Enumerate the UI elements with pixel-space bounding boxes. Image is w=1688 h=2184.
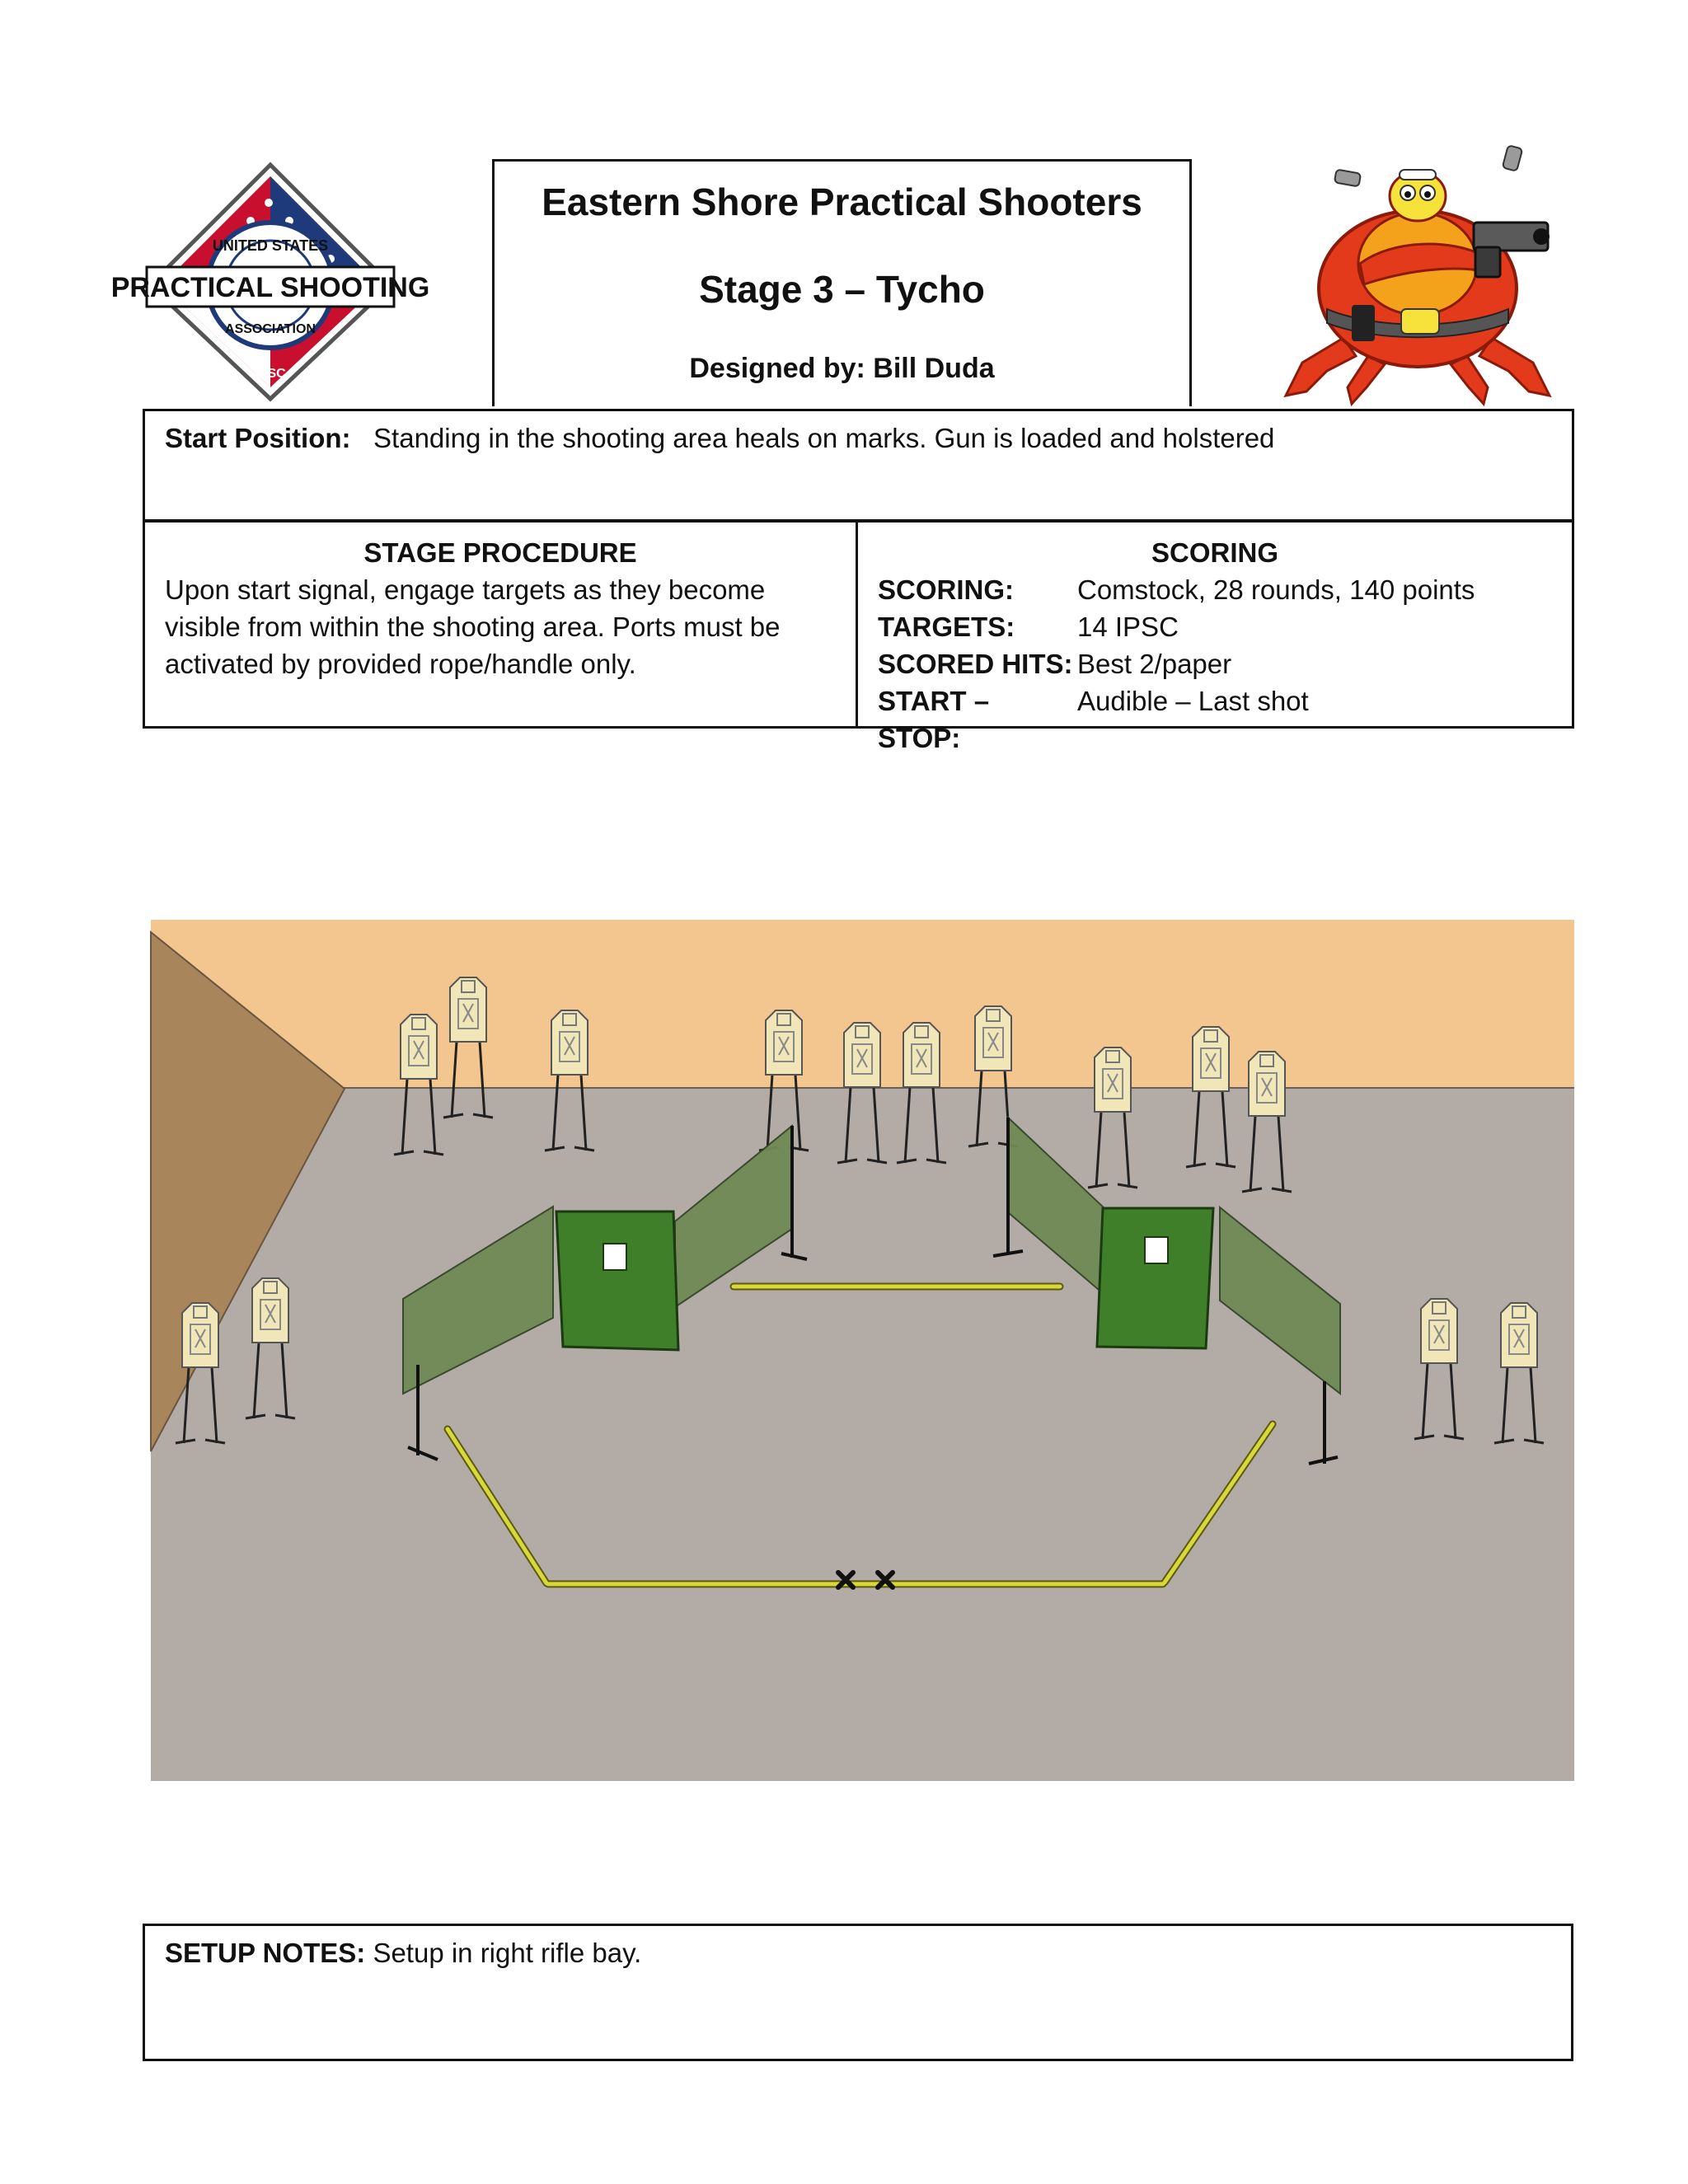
scoring-value: Best 2/paper <box>1077 649 1232 679</box>
stage-header <box>492 159 1192 406</box>
logo-text-middle: PRACTICAL SHOOTING <box>110 272 430 303</box>
scoring-key: SCORING: <box>878 574 1014 605</box>
port-panel <box>556 1212 678 1350</box>
club-name: Eastern Shore Practical Shooters <box>542 180 1142 223</box>
setup-notes-label: SETUP NOTES: <box>165 1938 366 1968</box>
scoring-value: Audible – Last shot <box>1077 686 1309 716</box>
logo-text-bottom: ASSOCIATION <box>225 322 316 336</box>
setup-notes-text: Setup in right rifle bay. <box>373 1938 642 1968</box>
uspsa-logo <box>110 162 430 402</box>
start-position-label: Start Position: <box>165 423 351 453</box>
scoring-row <box>878 608 1552 645</box>
setup-notes-section <box>143 1924 1573 2061</box>
stage-title: Stage 3 – Tycho <box>699 268 985 311</box>
scoring-value: Comstock, 28 rounds, 140 points <box>1077 574 1475 605</box>
stage-procedure-section <box>143 520 858 729</box>
port-window <box>603 1244 626 1270</box>
designer: Designed by: Bill Duda <box>689 353 995 384</box>
scoring-row <box>878 682 1552 757</box>
scoring-key: SCORED HITS: <box>878 649 1073 679</box>
stage-procedure-text: Upon start signal, engage targets as they become visible from within the shooting area. Ports must be activated by provided rope/handle only. <box>165 574 781 679</box>
stage-diagram <box>151 920 1574 1781</box>
scoring-key: TARGETS: <box>878 612 1015 642</box>
start-position-text: Standing in the shooting area heals on marks. Gun is loaded and holstered <box>373 423 1275 453</box>
logo-text-top: UNITED STATES <box>212 237 329 254</box>
scoring-value: 14 IPSC <box>1077 612 1179 642</box>
port-window <box>1145 1237 1168 1263</box>
ground <box>151 1087 1574 1781</box>
port-panel <box>1097 1208 1213 1348</box>
scoring-heading: SCORING <box>1151 537 1278 568</box>
logo-text-badge: IPSC <box>255 367 286 381</box>
scoring-key: START – STOP: <box>878 686 990 753</box>
scoring-section <box>856 520 1574 753</box>
crab-shooter-mascot-icon <box>1269 140 1566 412</box>
stage-procedure-heading: STAGE PROCEDURE <box>363 537 637 568</box>
scoring-row <box>878 645 1552 682</box>
scoring-row <box>878 571 1552 608</box>
start-position-section <box>143 409 1574 522</box>
